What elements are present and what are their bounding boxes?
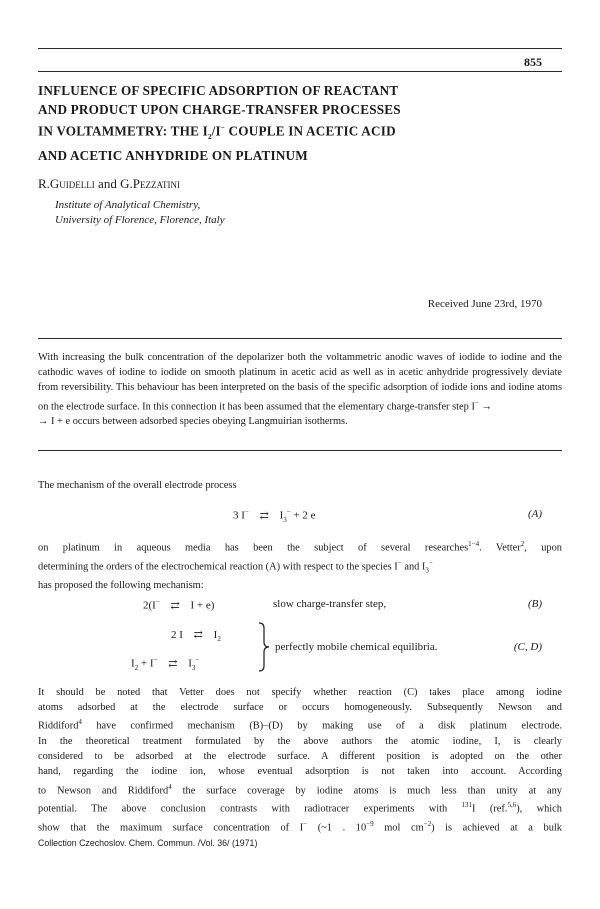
author-1-name: Guidelli bbox=[49, 176, 95, 191]
p3-line-7 bbox=[38, 780, 562, 799]
author-2-name: Pezzatini bbox=[132, 176, 180, 191]
equation-a bbox=[233, 508, 316, 524]
eq-b-arrow: ⇄ bbox=[170, 599, 180, 612]
p3-line-8 bbox=[38, 798, 562, 817]
abstract-sup: − bbox=[474, 398, 479, 407]
right-brace-icon bbox=[257, 622, 271, 672]
affiliation-line-2: University of Florence, Florence, Italy bbox=[55, 214, 225, 226]
p3-exp-1: −9 bbox=[366, 820, 374, 829]
title-line-1: INFLUENCE OF SPECIFIC ADSORPTION OF REACTANT bbox=[38, 83, 399, 98]
p2-line-2 bbox=[38, 556, 562, 579]
p2-line-2-and: and I bbox=[401, 561, 426, 573]
p3-isotope: 131 bbox=[461, 801, 473, 810]
p3-exp-2: −2 bbox=[423, 820, 432, 829]
p3-line-1: It should be noted that Vetter does not specify whether reaction (C) takes place among iodine bbox=[38, 687, 562, 698]
page-number: 855 bbox=[524, 55, 542, 69]
equation-cd-label: (C, D) bbox=[513, 641, 542, 653]
p3-sup-1: − bbox=[303, 820, 308, 829]
eq-a-rhs-tail: + 2 e bbox=[290, 509, 316, 522]
eq-c-arrow: ⇄ bbox=[193, 629, 203, 641]
affiliation-line-1: Institute of Analytical Chemistry, bbox=[55, 199, 201, 211]
eq-a-arrow: ⇄ bbox=[259, 509, 269, 522]
eq-a-rhs-sup: − bbox=[286, 508, 291, 516]
body-paragraph-1: The mechanism of the overall electrode process bbox=[38, 480, 237, 491]
p3-line-3-rest: have confirmed mechanism (B)–(D) by making use of a disk platinum electrode. bbox=[81, 720, 562, 732]
abstract bbox=[38, 350, 562, 429]
eq-b-lhs-sup: − bbox=[155, 598, 160, 606]
p2-line-3: has proposed the following mechanism: bbox=[38, 580, 204, 592]
equation-c bbox=[171, 628, 221, 643]
header-rule-top bbox=[38, 48, 562, 49]
received-date: Received June 23rd, 1970 bbox=[427, 298, 542, 310]
equation-b-desc: slow charge-transfer step, bbox=[273, 598, 387, 610]
eq-c-rhs-sub: 2 bbox=[217, 635, 221, 644]
eq-b-rhs: I + e) bbox=[190, 599, 215, 612]
title-subscript: 2 bbox=[207, 133, 212, 142]
p2-line-2-sub: 3 bbox=[425, 566, 429, 575]
authors bbox=[38, 176, 180, 192]
equilibria-desc: perfectly mobile chemical equilibria. bbox=[275, 641, 438, 653]
p3-line-5: considered to be adsorbed at the electrode surface. A different position is adopted on the other bbox=[38, 751, 562, 763]
title-line-2: AND PRODUCT UPON CHARGE-TRANSFER PROCESSES bbox=[38, 101, 401, 117]
equation-a-label: (A) bbox=[527, 508, 542, 520]
title-superscript: − bbox=[220, 124, 226, 132]
author-1-initial: R. bbox=[38, 176, 50, 191]
p3-line-8-text: potential. The above conclusion contrasts with radiotracer experiments with bbox=[38, 803, 462, 815]
equation-d bbox=[131, 656, 199, 672]
p3-line-9-end: ) is achieved at a bulk bbox=[431, 822, 562, 834]
article-title bbox=[38, 82, 558, 165]
p2-ref-2: 2 bbox=[520, 540, 525, 548]
p3-line-2: atoms adsorbed at the electrode surface or occurs homogeneously. Subsequently Newson and bbox=[38, 702, 562, 714]
title-line-3-pre: IN VOLTAMMETRY: THE I bbox=[38, 123, 208, 139]
eq-d-lhs-sup: − bbox=[153, 656, 158, 664]
p2-text-c: , upon bbox=[524, 542, 562, 554]
equation-b-label: (B) bbox=[527, 598, 542, 610]
p2-ref-1: 1−4 bbox=[468, 540, 480, 548]
author-2-initial: G. bbox=[120, 176, 133, 191]
p2-line-2-sup: − bbox=[397, 558, 402, 567]
p3-ref-56: 5,6 bbox=[507, 801, 517, 810]
p3-line-6: hand, regarding the iodine ion, whose eventual adsorption is not taken into account. According bbox=[38, 766, 562, 778]
p3-riddiford-1: Riddiford bbox=[38, 720, 79, 732]
abstract-rule-bottom bbox=[38, 450, 562, 451]
abstract-text: With increasing the bulk concentration of the depolarizer both the voltammetric anodic waves of iodide to iodine and the cathodic waves of iodine to iodide on smooth platinum in acetic acid as well as in acetic anhydride progressively deviate from reversibility. This behaviour has been interpreted on the basis of the specific adsorption of iodide ions and iodine atoms on the electrode surface. In this connection it has been assumed that the elementary charge-transfer step I bbox=[38, 352, 562, 413]
eq-d-arrow: ⇄ bbox=[168, 657, 178, 670]
eq-d-lhs-tail: + I bbox=[138, 657, 154, 670]
header-rule-bottom bbox=[38, 71, 562, 72]
p3-value: (~1 . 10 bbox=[307, 822, 367, 834]
eq-d-rhs-sub: 3 bbox=[191, 663, 196, 672]
eq-a-lhs: 3 I bbox=[233, 509, 245, 522]
abstract-rule-top bbox=[38, 338, 562, 339]
journal-footer: Collection Czechoslov. Chem. Commun. /Vol. 36/ (1971) bbox=[38, 838, 258, 848]
affiliation bbox=[55, 198, 225, 228]
eq-c-lhs: 2 I bbox=[171, 629, 183, 641]
p3-line-9-text: show that the maximum surface concentration of I bbox=[38, 822, 304, 834]
p3-line-4: In the theoretical treatment formulated by the above authors the atomic iodine, I, is clearly bbox=[38, 736, 562, 748]
eq-a-rhs: I bbox=[279, 509, 284, 522]
eq-a-lhs-sup: − bbox=[244, 508, 249, 516]
p3-line-8-end: ), which bbox=[516, 803, 562, 815]
p3-unit: mol cm bbox=[373, 822, 424, 834]
title-line-3 bbox=[38, 119, 558, 147]
title-line-3-post: COUPLE IN ACETIC ACID bbox=[225, 123, 396, 139]
body-paragraph-3 bbox=[38, 685, 562, 836]
title-line-3-mid: /I bbox=[211, 123, 221, 139]
eq-d-rhs: I bbox=[188, 657, 192, 670]
right-brace bbox=[257, 622, 271, 672]
p2-text-b: . Vetter bbox=[479, 542, 521, 554]
eq-d-lhs: I bbox=[131, 657, 135, 670]
authors-and: and bbox=[94, 176, 121, 191]
p2-text-a: on platinum in aqueous media has been the subject of several researches bbox=[38, 542, 469, 554]
eq-d-rhs-sup: − bbox=[195, 656, 200, 664]
p3-line-9 bbox=[38, 817, 562, 836]
eq-b-lhs: 2(I bbox=[143, 599, 156, 612]
p3-line-3 bbox=[38, 715, 562, 734]
abstract-tail: → bbox=[478, 401, 492, 413]
equation-b bbox=[143, 598, 214, 612]
p3-line-7-rest: the surface coverage by iodine atoms is much less than unity at any bbox=[171, 785, 562, 797]
eq-d-lhs-sub: 2 bbox=[134, 663, 139, 672]
eq-a-rhs-sub: 3 bbox=[283, 515, 287, 524]
p2-line-2-text: determining the orders of the electrochemical reaction (A) with respect to the species I bbox=[38, 561, 398, 573]
eq-c-rhs: I bbox=[213, 629, 218, 641]
p3-riddiford-2: to Newson and Riddiford bbox=[38, 785, 169, 797]
body-paragraph-2 bbox=[38, 537, 562, 594]
p3-ref-4a: 4 bbox=[78, 718, 82, 727]
p2-line-1 bbox=[38, 537, 562, 556]
abstract-line-2: → I + e occurs between adsorbed species obeying Langmuirian isotherms. bbox=[38, 416, 348, 428]
p3-ref-4b: 4 bbox=[168, 782, 172, 791]
p3-ref-prefix: I (ref. bbox=[472, 803, 508, 815]
title-line-4: AND ACETIC ANHYDRIDE ON PLATINUM bbox=[38, 147, 308, 163]
p2-line-2-sup2: − bbox=[428, 558, 433, 567]
